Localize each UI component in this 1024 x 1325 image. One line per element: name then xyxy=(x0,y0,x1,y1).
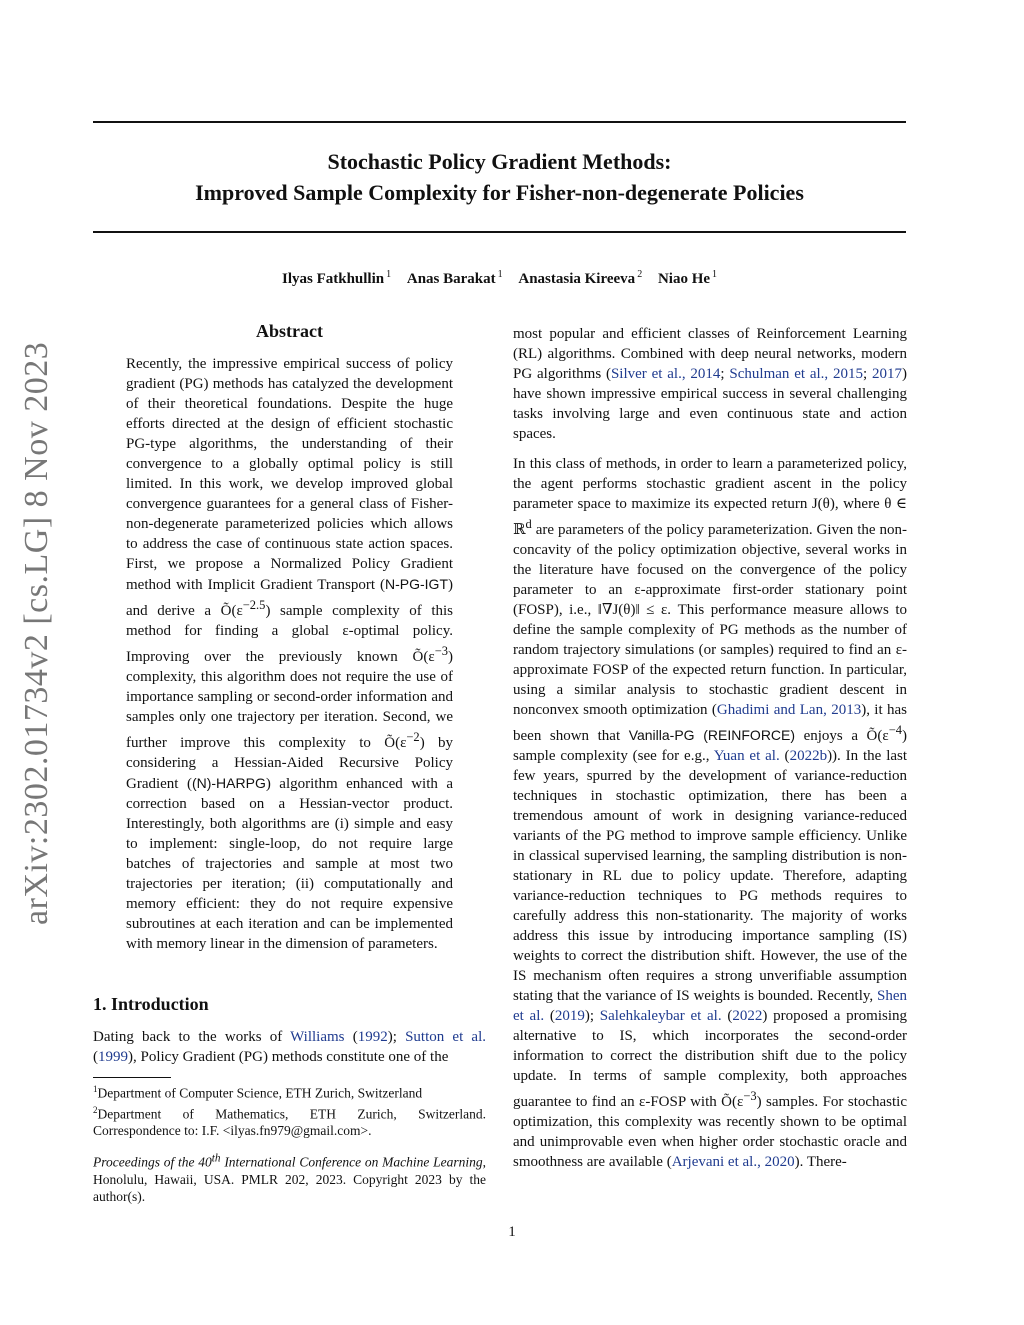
author: Ilyas Fatkhullin $^1$ xyxy=(281,269,392,287)
citation-link[interactable]: Yuan et al. xyxy=(713,748,780,764)
footnote-2: $^2$Department of Mathematics, ETH Zurich, Switzerland. Correspondence to: I.F. <ilyas.fn979@gmail.com>. xyxy=(93,1104,486,1138)
citation-link[interactable]: 2022b xyxy=(789,748,828,764)
citation-link[interactable]: 1992 xyxy=(357,1029,388,1045)
paragraph: In this class of methods, in order to learn a parameterized policy, the agent performs stochastic gradient ascent in the policy parameter space to maximize its expected return J(θ), where θ ∈ ℝ$^d$ are parameters of the policy parameterization. Given the non-concavity of the policy optimization objective, several works in the literature have focused on the convergence of the policy parameter to an ε-approximate first-order stationary point (FOSP), i.e., ‖∇J(θ)‖ ≤ ε. This performance measure allows to define the sample complexity of PG methods as the number of random trajectory simulations (or samples) required to find an ε-approximate FOSP of the expected return function. In particular, using a similar analysis to stochastic gradient descent in nonconvex smooth optimization (Ghadimi and Lan, 2013), it has been shown that Vanilla-PG (REINFORCE) enjoys a $Õ(\varepsilon^{-4})$ sample complexity (see for e.g., Yuan et al. (2022b)). In the last few years, spurred by the development of variance-reduction techniques in stochastic optimization, there has been a tremendous amount of work in designing variance-reduced variants of the PG method to improve sample efficiency. Unlike in classical supervised learning, the sampling distribution is non-stationary in RL due to policy update. Therefore, adapting variance-reduction techniques to PG methods requires to carefully address this non-stationarity. The majority of works address this issue by introducing importance sampling (IS) weights to correct the distribution shift. However, the use of the IS mechanism often requires a strong unverifiable assumption stating that the variance of IS weights is bounded. Recently, Shen et al. (2019); Salehkaleybar et al. (2022) proposed a promising alternative to IS, which incorporates the second-order information to correct the distribution shift due to the policy update. In terms of sample complexity, both approaches guarantee to find an ε-FOSP with $Õ(\varepsilon^{-3})$ samples. For stochastic optimization, this complexity was recently shown to be optimal and unimprovable even when higher order stochastic oracle and smoothness are available (Arjevani et al., 2020). There- xyxy=(513,456,908,1170)
author: Anastasia Kireeva $^2$ xyxy=(518,269,643,287)
citation-link[interactable]: 2017 xyxy=(872,366,903,382)
title-line-1: Stochastic Policy Gradient Methods: xyxy=(327,149,672,174)
introduction-text: Dating back to the works of Williams (1992); Sutton et al. (1999), Policy Gradient (PG) methods constitute one of the xyxy=(93,1029,487,1065)
title-bottom-rule xyxy=(93,231,906,233)
section-heading-introduction: 1. Introduction xyxy=(93,994,209,1014)
citation-link[interactable]: Silver et al., 2014 xyxy=(610,366,721,382)
title-line-2: Improved Sample Complexity for Fisher-non-degenerate Policies xyxy=(195,180,804,205)
footnote-1: $^1$Department of Computer Science, ETH Zurich, Switzerland xyxy=(93,1084,423,1101)
citation-link[interactable]: 1999 xyxy=(98,1049,128,1065)
title-top-rule xyxy=(93,121,906,123)
author: Anas Barakat $^1$ xyxy=(406,269,503,287)
arxiv-identifier: arXiv:2302.01734v2 [cs.LG] 8 Nov 2023 xyxy=(18,341,55,925)
author-list xyxy=(93,265,906,289)
page-number: 1 xyxy=(508,1224,516,1240)
author: Niao He $^1$ xyxy=(657,269,718,287)
citation-link[interactable]: 2019 xyxy=(554,1008,585,1024)
citation-link[interactable]: Shen et al. xyxy=(513,988,907,1024)
proceedings-note: Proceedings of the 40th International Conference on Machine Learning, Honolulu, Hawaii, USA. PMLR 202, 2023. Copyright 2023 by the author(s). xyxy=(93,1152,486,1204)
citation-link[interactable]: Arjevani et al., 2020 xyxy=(671,1154,795,1170)
footnotes xyxy=(93,1081,486,1139)
citation-link[interactable]: Schulman et al., 2015 xyxy=(729,366,864,382)
citation-link[interactable]: Salehkaleybar et al. xyxy=(599,1008,722,1024)
abstract-body: Recently, the impressive empirical success of policy gradient (PG) methods has catalyzed the development of their theoretical foundations. Despite the huge efforts directed at the design of efficient stochastic PG-type algorithms, the understanding of their convergence to a globally optimal policy is still limited. In this work, we develop improved global convergence guarantees for a general class of Fisher-non-degenerate parameterized policies which allows to address the case of continuous state action spaces. First, we propose a Normalized Policy Gradient method with Implicit Gradient Transport (N-PG-IGT) and derive a $Õ(\varepsilon^{-2.5})$ sample complexity of this method for finding a global ε-optimal policy. Improving over the previously known $Õ(\varepsilon^{-3})$ complexity, this algorithm does not require the use of importance sampling or second-order information and samples only one trajectory per iteration. Second, we further improve this complexity to $Õ(\varepsilon^{-2})$ by considering a Hessian-Aided Recursive Policy Gradient ((N)-HARPG) algorithm enhanced with a correction based on a Hessian-vector product. Interestingly, both algorithms are (i) simple and easy to implement: single-loop, do not require large batches of trajectories and sample at most two trajectories per iteration; (ii) computationally and memory efficient: they do not require expensive subroutines at each iteration and can be implemented with memory linear in the dimension of parameters. xyxy=(126,356,454,952)
citation-link[interactable]: Ghadimi and Lan, 2013 xyxy=(716,702,862,718)
paper-title xyxy=(93,146,906,208)
paragraph: most popular and efficient classes of Reinforcement Learning (RL) algorithms. Combined with deep neural networks, modern PG algorithms (Silver et al., 2014; Schulman et al., 2015; 2017) have shown impressive empirical success in several challenging tasks involving large and even continuous state and action spaces. xyxy=(513,326,908,442)
citation-link[interactable]: Williams xyxy=(290,1029,345,1045)
citation-link[interactable]: Sutton et al. xyxy=(405,1029,487,1045)
abstract-heading: Abstract xyxy=(256,321,323,341)
footnote-rule xyxy=(93,1077,171,1078)
citation-link[interactable]: 2022 xyxy=(732,1008,763,1024)
right-column-text xyxy=(513,324,907,1172)
